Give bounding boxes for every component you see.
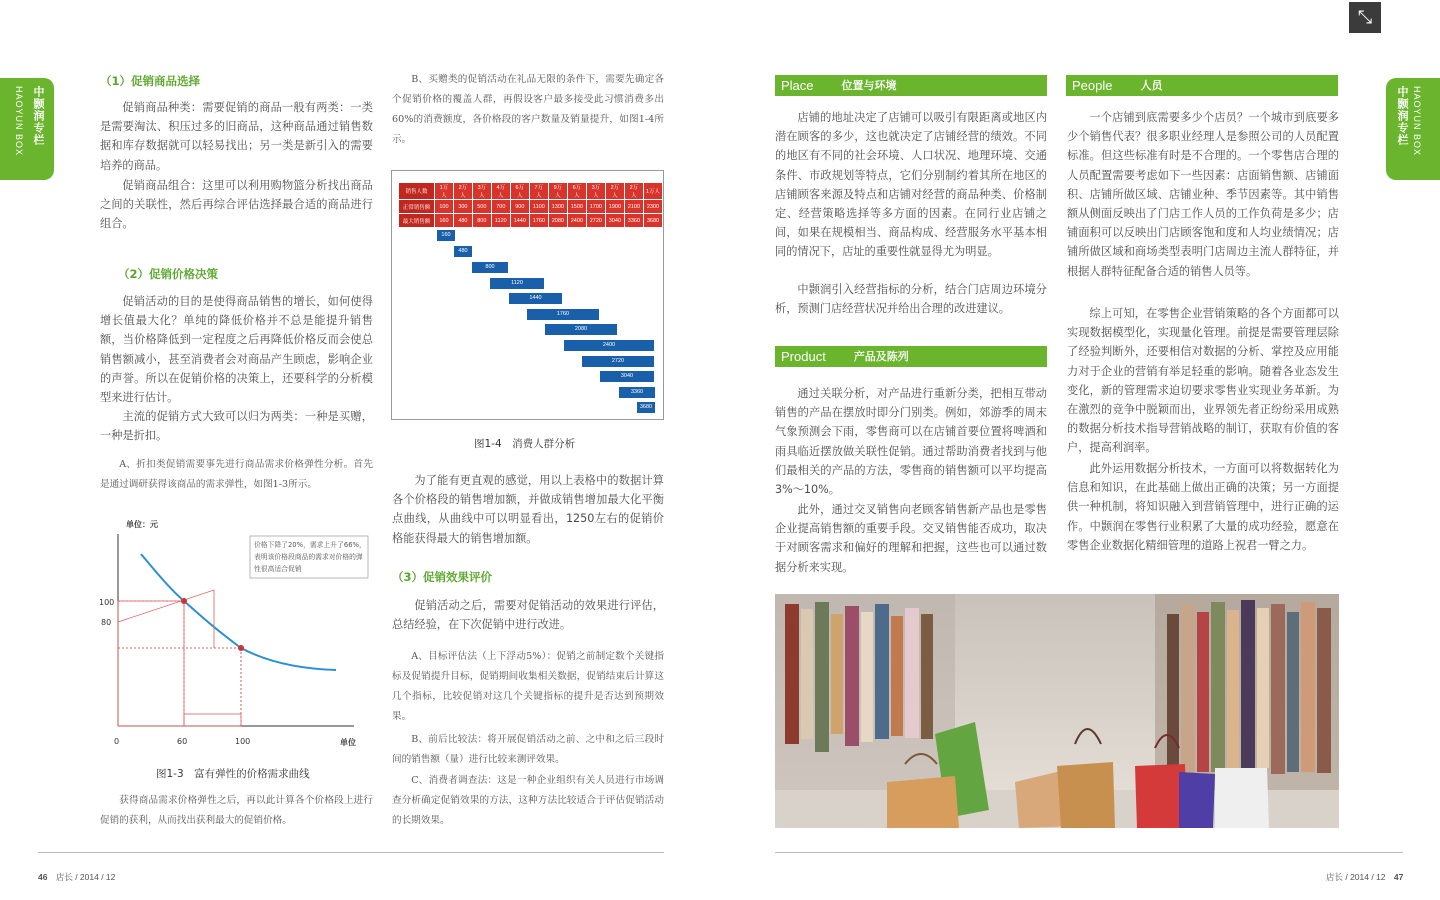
table-cell: 2万人 bbox=[624, 183, 643, 200]
step-bar: 2080 bbox=[545, 324, 617, 335]
table-cell: 700 bbox=[491, 200, 510, 214]
section-header-people bbox=[1066, 76, 1338, 94]
table-cell: 2720 bbox=[586, 214, 605, 228]
paragraph: 为了能有更直观的感觉，用以上表格中的数据计算各个价格段的销售增加额，并做成销售增加最大化平衡点曲线，从曲线中可以明显看出，1250左右的促销价格能获得最大的销售增加额。 bbox=[392, 474, 664, 545]
collapse-fullscreen-button[interactable] bbox=[1349, 2, 1381, 33]
table-row bbox=[399, 183, 663, 200]
step-bar: 2400 bbox=[564, 340, 654, 351]
side-tab-en: HAOYUN BOX bbox=[14, 86, 24, 157]
page-number: 46 bbox=[38, 872, 48, 882]
paragraph: 综上可知，在零售企业营销策略的各个方面都可以实现数据模型化，实现量化管理。前提是需要管理层除了经验判断外，还要相信对数据的分析、掌控及应用能力对于企业的营销有举足轻重的影响。随着各业态发生变化，新的管理需求迫切要求零售业实现业务革新。为在激烈的竞争中脱颖而出，业界领先者正纷纷采用成熟的数据分析技术指导营销战略的制订，获取有价值的客户，提高利润率。 bbox=[1067, 307, 1339, 455]
table-cell: 1700 bbox=[586, 200, 605, 214]
note-text: 获得商品需求价格弹性之后，再以此计算各个价格段上进行促销的获利，从而找出获利最大的促销价格。 bbox=[100, 795, 373, 826]
table-cell: 1760 bbox=[529, 214, 548, 228]
side-tab-en: HAOYUN BOX bbox=[1412, 86, 1422, 157]
paragraph: 促销活动之后，需要对促销活动的效果进行评估，总结经验，在下次促销中进行改进。 bbox=[392, 599, 664, 632]
place-subtitle: 位置与环境 bbox=[830, 75, 1047, 96]
note-text: B、前后比较法：将开展促销活动之前、之中和之后三段时间的销售额（量）进行比较来测评效果。 bbox=[392, 734, 664, 765]
figure-demand-curve bbox=[96, 512, 378, 752]
table-cell: 4万人 bbox=[491, 183, 510, 200]
collapse-icon: ⤡ bbox=[1357, 7, 1373, 28]
paragraph: 促销商品种类：需要促销的商品一般有两类：一类是需要淘汰、积压过多的旧商品，这种商品通过销售数据和库存数据就可以轻易找出；另一类是新引入的需要培养的商品。 bbox=[100, 101, 373, 172]
step-bar: 1440 bbox=[509, 293, 562, 304]
table-cell: 1万人 bbox=[435, 183, 454, 200]
place-tag: Place bbox=[775, 75, 830, 96]
paragraph: 一个店铺到底需要多少个店员？一个城市到底要多少个销售代表？很多职业经理人是参照公司的人员配置标准。但这些标准有时是不合理的。一个零售店合理的人员配置需要考虑如下一些因素：店面销售额、店铺面积、店铺所做区域、店铺业种、季节因素等。其中销售额从侧面反映出了门店工作人员的工作负荷是多少；店铺面积可以反映出门店顾客饱和度和人均业绩情况；店铺所做区域和商场类型表明门店周边主流人群特征，并根据人群特征配备合适的销售人员等。 bbox=[1067, 111, 1339, 278]
table-row bbox=[399, 200, 663, 214]
paragraph: 主流的促销方式大致可以归为两类：一种是买赠，一种是折扣。 bbox=[100, 410, 373, 443]
table-cell: 1900 bbox=[605, 200, 624, 214]
table-cell: 1440 bbox=[510, 214, 529, 228]
paragraph: 促销商品组合：这里可以利用购物篮分析找出商品之间的关联性，然后再综合评估选择最合适的商品进行组合。 bbox=[100, 179, 373, 231]
figure-caption: 图1-4 消费人群分析 bbox=[474, 438, 576, 450]
table-cell: 2万人 bbox=[453, 183, 472, 200]
footer-right bbox=[1326, 871, 1403, 883]
footer-rule bbox=[775, 852, 1403, 853]
side-tab-cn: 中颢润专栏 bbox=[32, 86, 45, 146]
table-cell: 1500 bbox=[567, 200, 586, 214]
table-cell: 2万人 bbox=[605, 183, 624, 200]
shopping-bags-photo bbox=[775, 594, 1339, 828]
section-title-effect-evaluation: （3）促销效果评价 bbox=[392, 570, 493, 584]
y-tick: 100 bbox=[99, 598, 115, 607]
table-cell: 1100 bbox=[529, 200, 548, 214]
table-cell: 100 bbox=[435, 200, 454, 214]
x-tick: 60 bbox=[177, 737, 188, 746]
paragraph: 通过关联分析，对产品进行重新分类，把相互带动销售的产品在摆放时即分门别类。例如，郊游季的周末气象预测会下雨，零售商可以在店铺首要位置将啤酒和雨具临近摆放做关联性促销。通过帮助消费者找到与他们最相关的产品的方法，零售商的销售额可以平均提高3%～10%。 bbox=[775, 387, 1047, 497]
x-axis-label: 单位 bbox=[340, 738, 356, 747]
paragraph: 此外，通过交叉销售向老顾客销售新产品也是零售企业提高销售额的重要手段。交叉销售能否成功，取决于对顾客需求和偏好的理解和把握，这些也可以通过数据分析来实现。 bbox=[775, 503, 1047, 574]
step-bar: 1760 bbox=[527, 309, 599, 320]
column-side-tab-right bbox=[1386, 78, 1440, 180]
table-cell: 800 bbox=[472, 214, 491, 228]
table-cell: 6万人 bbox=[510, 183, 529, 200]
y-tick: 80 bbox=[101, 618, 112, 627]
paragraph: 促销活动的目的是使得商品销售的增长，如何使得增长值最大化？单纯的降低价格并不总是能提升销售额，当价格降低到一定程度之后再降低价格反而会使总销售额减小，甚至消费者会对商品产生顾虑，影响企业的声誉。所以在促销价格的决策上，还要科学的分析模型来进行估计。 bbox=[100, 295, 373, 405]
table-cell: 7万人 bbox=[529, 183, 548, 200]
consumer-table bbox=[398, 182, 663, 228]
note-text: A、折扣类促销需要事先进行商品需求价格弹性分析。首先是通过调研获得该商品的需求弹性，如图1-3所示。 bbox=[100, 459, 373, 490]
page-number: 47 bbox=[1393, 872, 1404, 882]
note-text: B、买赠类的促销活动在礼品无限的条件下，需要先确定各个促销价格的覆盖人群，再假设客户最多接受此习惯消费多出60%的消费额度，各价格段的客户数量及销量提升，如图1-4所示。 bbox=[392, 74, 664, 145]
step-bar: 2720 bbox=[582, 356, 654, 367]
product-tag: Product bbox=[775, 346, 842, 367]
table-cell: 2400 bbox=[567, 214, 586, 228]
table-row-header: 正常销售额 bbox=[399, 200, 435, 214]
table-cell: 3万人 bbox=[586, 183, 605, 200]
figure-caption: 图1-3 富有弹性的价格需求曲线 bbox=[156, 768, 310, 780]
curve-annotation: 价格下降了20%，需求上升了66%，表明该价格段商品的需求对价格的弹性很高适合促销 bbox=[254, 541, 366, 573]
table-cell: 9万人 bbox=[548, 183, 567, 200]
paragraph: 此外运用数据分析技术，一方面可以将数据转化为信息和知识，在此基础上做出正确的决策；另一方面提供一种机制，将知识融入到营销管理中，进行正确的运作。中颢润在零售行业积累了大量的成功经验，愿意在零售企业数据化精细管理的道路上祝君一臂之力。 bbox=[1067, 462, 1339, 552]
section-header-product bbox=[775, 347, 1047, 365]
x-tick: 0 bbox=[114, 737, 120, 746]
section-header-place bbox=[775, 76, 1047, 94]
table-cell: 3万人 bbox=[472, 183, 491, 200]
paragraph: 中颢润引入经营指标的分析，结合门店周边环境分析，预测门店经营状况并给出合理的改进建议。 bbox=[775, 283, 1047, 316]
side-tab-cn: 中颢润专栏 bbox=[1396, 86, 1409, 146]
table-cell: 160 bbox=[435, 214, 454, 228]
table-row-header: 最大销售额 bbox=[399, 214, 435, 228]
section-title-price-decision: （2）促销价格决策 bbox=[118, 267, 219, 281]
note-text: C、消费者调查法：这是一种企业组织有关人员进行市场调查分析确定促销效果的方法，这种方法比较适合于评估促销活动的长期效果。 bbox=[392, 775, 664, 826]
table-cell: 900 bbox=[510, 200, 529, 214]
table-cell: 300 bbox=[453, 200, 472, 214]
product-subtitle: 产品及陈列 bbox=[842, 346, 1047, 367]
x-tick: 100 bbox=[235, 737, 251, 746]
table-cell: 3360 bbox=[624, 214, 643, 228]
column-side-tab-left bbox=[0, 78, 54, 180]
people-tag: People bbox=[1066, 75, 1128, 96]
note-text: A、目标评估法（上下浮动5%）：促销之前制定数个关键指标及促销提升目标，促销期间收集相关数据，促销结束后计算这几个指标，比较促销对这几个关键指标的提升是否达到预期效果。 bbox=[392, 651, 664, 722]
table-cell: 1万人 bbox=[643, 183, 662, 200]
step-bar: 3680 bbox=[637, 402, 655, 413]
magazine-info: 店长 / 2014 / 12 bbox=[1326, 872, 1386, 882]
magazine-info: 店长 / 2014 / 12 bbox=[55, 872, 116, 882]
table-cell: 6万人 bbox=[567, 183, 586, 200]
step-bar: 1120 bbox=[490, 278, 544, 289]
step-bar: 480 bbox=[454, 246, 472, 257]
table-cell: 2100 bbox=[624, 200, 643, 214]
figure-consumer-group-table bbox=[391, 170, 664, 420]
table-cell: 3680 bbox=[643, 214, 662, 228]
table-cell: 1300 bbox=[548, 200, 567, 214]
step-bar: 3040 bbox=[600, 371, 654, 382]
table-cell: 1120 bbox=[491, 214, 510, 228]
table-cell: 3040 bbox=[605, 214, 624, 228]
table-cell: 2300 bbox=[643, 200, 662, 214]
section-title-product-selection: （1）促销商品选择 bbox=[100, 74, 201, 88]
table-row-header: 销售人数 bbox=[399, 183, 435, 200]
table-cell: 500 bbox=[472, 200, 491, 214]
step-bar: 3360 bbox=[619, 387, 655, 398]
table-row bbox=[399, 214, 663, 228]
table-cell: 2080 bbox=[548, 214, 567, 228]
step-bar: 800 bbox=[472, 262, 508, 273]
step-bar: 160 bbox=[437, 230, 455, 241]
y-axis-label: 单位：元 bbox=[126, 520, 158, 529]
paragraph: 店铺的地址决定了店铺可以吸引有限距离或地区内潜在顾客的多少，这也就决定了店铺经营的绩效。不同的地区有不同的社会环境、人口状况、地理环境、交通条件、市政规划等特点，它们分别制约着其所在地区的店铺顾客来源及特点和店铺对经营的商品种类、价格制定、经营策略选择等多方面的因素。在同行业店铺之间，如果在规模相当、商品构成、经营服务水平基本相同的情况下，店址的重要性就显得尤为明显。 bbox=[775, 111, 1047, 259]
people-subtitle: 人员 bbox=[1128, 75, 1338, 96]
footer-rule bbox=[38, 852, 664, 853]
footer-left bbox=[38, 871, 115, 883]
table-cell: 480 bbox=[453, 214, 472, 228]
